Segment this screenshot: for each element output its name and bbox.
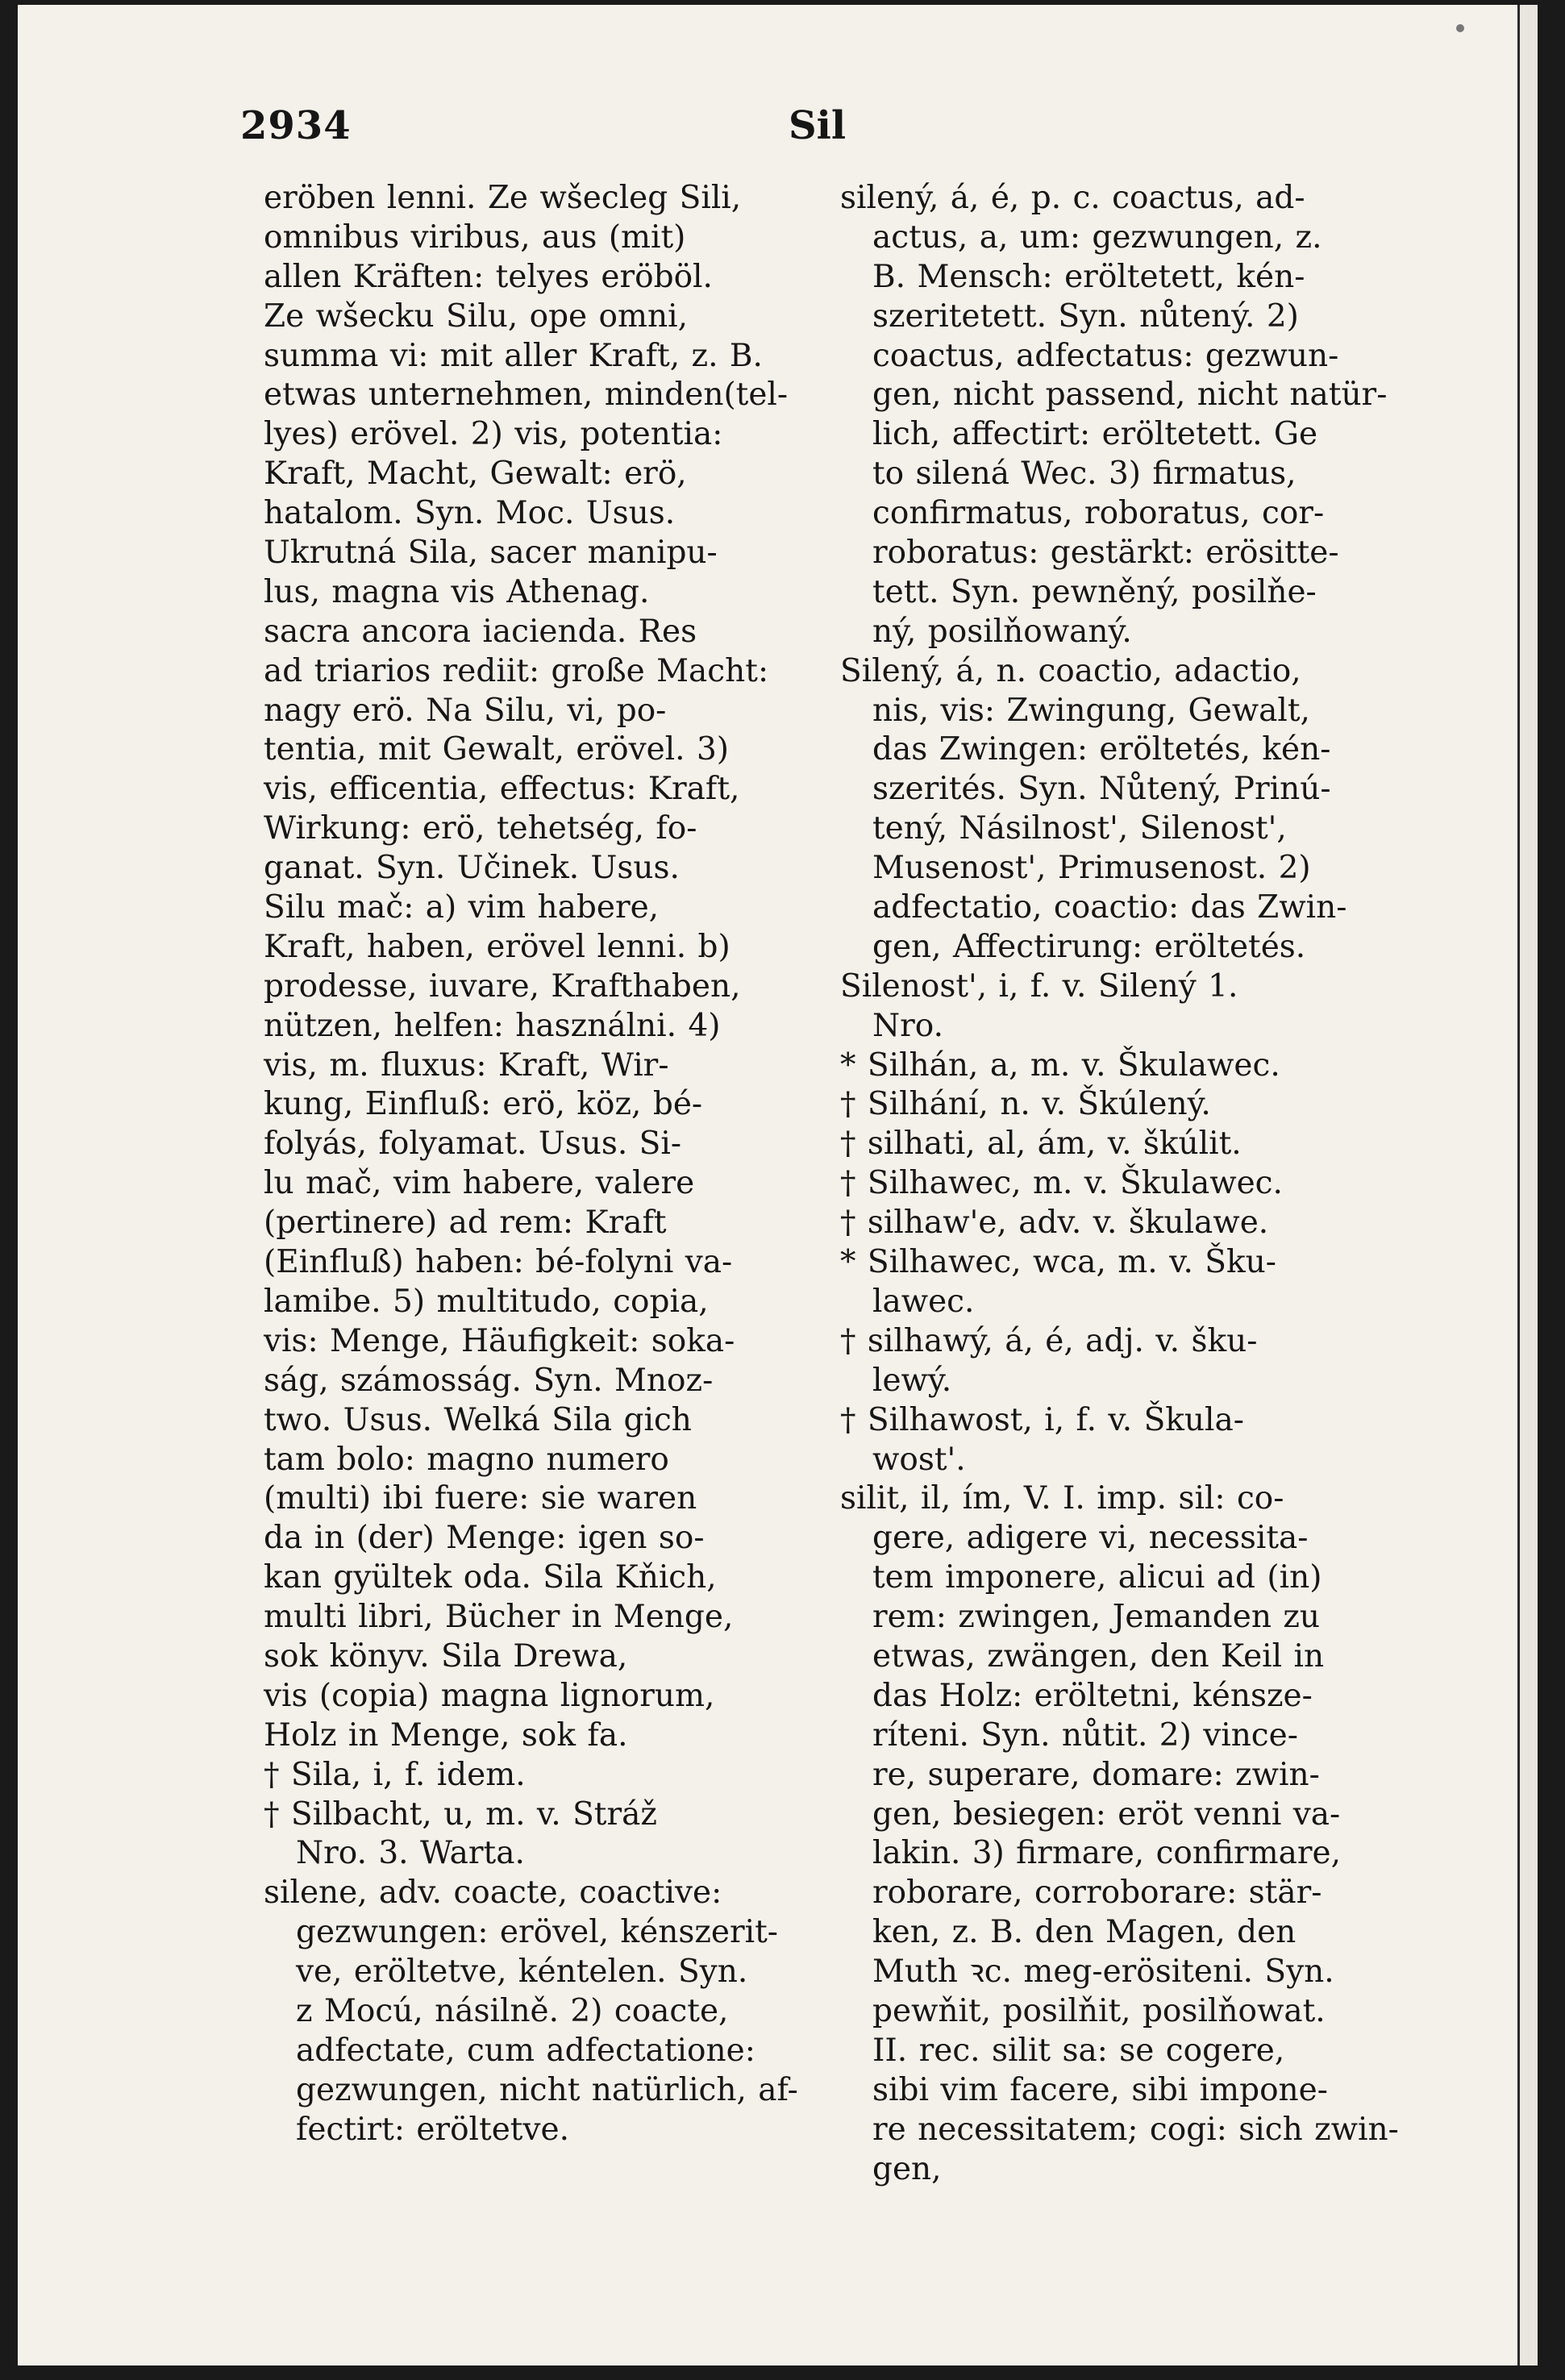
entry-line: ság, számosság. Syn. Mnoz- — [264, 1362, 714, 1399]
entry-line: * Silhawec, wca, m. v. Šku- — [840, 1244, 1276, 1281]
entry-line: vis (copia) magna lignorum, — [264, 1677, 715, 1714]
entry-line: tentia, mit Gewalt, erövel. 3) — [264, 731, 730, 768]
entry-line: confirmatus, roboratus, cor- — [872, 495, 1325, 532]
entry-line: lich, affectirt: eröltetett. Ge — [872, 416, 1318, 453]
entry-line: gen, — [872, 2150, 942, 2187]
entry-line: Silu mač: a) vim habere, — [264, 889, 660, 926]
entry-line: sacra ancora iacienda. Res — [264, 613, 697, 650]
entry-line: Silený, á, n. coactio, adactio, — [840, 652, 1301, 689]
entry-line: II. rec. silit sa: se cogere, — [872, 2032, 1285, 2069]
entry-line: tam bolo: magno numero — [264, 1441, 669, 1478]
entry-line: sibi vim facere, sibi impone- — [872, 2071, 1328, 2108]
entry-line: etwas unternehmen, minden(tel- — [264, 377, 789, 414]
entry-line: ken, z. B. den Magen, den — [872, 1914, 1297, 1951]
right-column — [840, 179, 1461, 2189]
entry-line: tem imponere, alicui ad (in) — [872, 1559, 1322, 1596]
entry-line: (pertinere) ad rem: Kraft — [264, 1205, 667, 1242]
entry-line: szerités. Syn. Nůtený, Prinú- — [872, 771, 1331, 808]
entry-line: re necessitatem; cogi: sich zwin- — [872, 2111, 1399, 2148]
entry-line: gezwungen: erövel, kénszerit- — [296, 1914, 778, 1951]
left-column — [264, 179, 832, 2150]
entry-line: da in (der) Menge: igen so- — [264, 1520, 705, 1557]
entry-line: das Zwingen: eröltetés, kén- — [872, 731, 1331, 768]
entry-line: allen Kräften: telyes eröböl. — [264, 258, 713, 295]
entry-line: ve, eröltetve, kéntelen. Syn. — [296, 1954, 748, 1991]
entry-line: † silhaw'e, adv. v. škulawe. — [840, 1205, 1269, 1242]
entry-line: hatalom. Syn. Moc. Usus. — [264, 495, 676, 532]
entry-line: coactus, adfectatus: gezwun- — [872, 337, 1339, 374]
entry-line: Muth ꝛc. meg-erösiteni. Syn. — [872, 1954, 1334, 1991]
entry-line: pewňit, posilňit, posilňowat. — [872, 1992, 1326, 2029]
entry-line: re, superare, domare: zwin- — [872, 1756, 1320, 1793]
entry-line: roboratus: gestärkt: erösitte- — [872, 535, 1339, 572]
entry-line: Musenost', Primusenost. 2) — [872, 850, 1311, 887]
entry-line: roborare, corroborare: stär- — [872, 1874, 1322, 1912]
entry-line: nagy erö. Na Silu, vi, po- — [264, 692, 667, 729]
entry-line: omnibus viribus, aus (mit) — [264, 218, 686, 256]
entry-line: fectirt: eröltetve. — [296, 2111, 569, 2148]
entry-line: ad triarios rediit: große Macht: — [264, 652, 769, 689]
entry-line: actus, a, um: gezwungen, z. — [872, 218, 1322, 256]
entry-line: silený, á, é, p. c. coactus, ad- — [840, 180, 1305, 216]
entry-line: Ze wšecku Silu, ope omni, — [264, 298, 688, 335]
entry-line: rem: zwingen, Jemanden zu — [872, 1599, 1321, 1636]
entry-line: adfectatio, coactio: das Zwin- — [872, 889, 1347, 926]
entry-line: B. Mensch: eröltetett, kén- — [872, 258, 1305, 295]
entry-line: vis: Menge, Häufigkeit: soka- — [264, 1322, 735, 1359]
page-number: 2934 — [240, 103, 352, 148]
entry-line: † silhawý, á, é, adj. v. šku- — [840, 1322, 1258, 1359]
entry-line: (multi) ibi fuere: sie waren — [264, 1480, 697, 1517]
entry-line: ganat. Syn. Učinek. Usus. — [264, 850, 680, 887]
entry-line: gen, Affectirung: eröltetés. — [872, 928, 1306, 965]
entry-line: szeritetett. Syn. nůtený. 2) — [872, 298, 1299, 335]
guide-word: Sil — [789, 103, 847, 148]
entry-line: sok könyv. Sila Drewa, — [264, 1637, 628, 1675]
entry-line: vis, m. fluxus: Kraft, Wir- — [264, 1046, 669, 1084]
entry-line: summa vi: mit aller Kraft, z. B. — [264, 337, 763, 374]
entry-line: kung, Einfluß: erö, köz, bé- — [264, 1086, 703, 1123]
entry-line: Silenost', i, f. v. Silený 1. — [840, 967, 1238, 1005]
entry-line: Kraft, Macht, Gewalt: erö, — [264, 456, 687, 493]
entry-line: gezwungen, nicht natürlich, af- — [296, 2071, 798, 2108]
entry-line: lus, magna vis Athenag. — [264, 573, 650, 610]
print-speck — [1456, 24, 1464, 32]
entry-line: ný, posilňowaný. — [872, 613, 1132, 650]
entry-line: gen, nicht passend, nicht natür- — [872, 377, 1388, 414]
entry-line: † Silhawec, m. v. Škulawec. — [840, 1165, 1283, 1202]
entry-line: Nro. — [872, 1007, 943, 1044]
entry-line: Nro. 3. Warta. — [296, 1835, 525, 1872]
entry-line: prodesse, iuvare, Krafthaben, — [264, 967, 741, 1005]
entry-line: adfectate, cum adfectatione: — [296, 2032, 755, 2069]
entry-line: two. Usus. Welká Sila gich — [264, 1401, 692, 1438]
entry-line: to silená Wec. 3) firmatus, — [872, 456, 1297, 493]
entry-line: Wirkung: erö, tehetség, fo- — [264, 810, 697, 847]
entry-line: † Silhawost, i, f. v. Škula- — [840, 1401, 1244, 1438]
entry-line: ríteni. Syn. nůtit. 2) vince- — [872, 1716, 1298, 1754]
entry-line: folyás, folyamat. Usus. Si- — [264, 1126, 682, 1163]
entry-line: lawec. — [872, 1283, 975, 1320]
entry-line: kan gyültek oda. Sila Kňich, — [264, 1559, 717, 1596]
entry-line: gen, besiegen: eröt venni va- — [872, 1795, 1341, 1833]
entry-line: Kraft, haben, erövel lenni. b) — [264, 928, 730, 965]
entry-line: † Silhání, n. v. Škúlený. — [840, 1086, 1211, 1123]
entry-line: (Einfluß) haben: bé-folyni va- — [264, 1244, 733, 1281]
entry-line: * Silhán, a, m. v. Škulawec. — [840, 1046, 1280, 1084]
entry-line: z Mocú, násilně. 2) coacte, — [296, 1992, 729, 2029]
entry-line: † silhati, al, ám, v. škúlit. — [840, 1126, 1242, 1163]
entry-line: lamibe. 5) multitudo, copia, — [264, 1283, 709, 1320]
entry-line: wost'. — [872, 1441, 966, 1478]
entry-line: † Sila, i, f. idem. — [264, 1756, 526, 1793]
page-edge — [1517, 5, 1538, 2365]
entry-line: vis, efficentia, effectus: Kraft, — [264, 771, 740, 808]
entry-line: lakin. 3) firmare, confirmare, — [872, 1835, 1342, 1872]
entry-line: tett. Syn. pewněný, posilňe- — [872, 573, 1317, 610]
entry-line: lu mač, vim habere, valere — [264, 1165, 695, 1202]
entry-line: silit, il, ím, V. I. imp. sil: co- — [840, 1480, 1284, 1517]
entry-line: gere, adigere vi, necessita- — [872, 1520, 1309, 1557]
entry-line: Ukrutná Sila, sacer manipu- — [264, 535, 718, 572]
entry-line: nützen, helfen: használni. 4) — [264, 1007, 721, 1044]
entry-line: † Silbacht, u, m. v. Stráž — [264, 1795, 657, 1833]
entry-line: tený, Násilnost', Silenost', — [872, 810, 1287, 847]
entry-line: nis, vis: Zwingung, Gewalt, — [872, 692, 1310, 729]
entry-line: etwas, zwängen, den Keil in — [872, 1637, 1325, 1675]
entry-line: das Holz: eröltetni, kénsze- — [872, 1677, 1313, 1714]
entry-line: eröben lenni. Ze wšecleg Sili, — [264, 180, 742, 216]
entry-line: lyes) erövel. 2) vis, potentia: — [264, 416, 723, 453]
entry-line: multi libri, Bücher in Menge, — [264, 1599, 734, 1636]
entry-line: Holz in Menge, sok fa. — [264, 1716, 628, 1754]
entry-line: silene, adv. coacte, coactive: — [264, 1874, 722, 1912]
entry-line: lewý. — [872, 1362, 952, 1399]
